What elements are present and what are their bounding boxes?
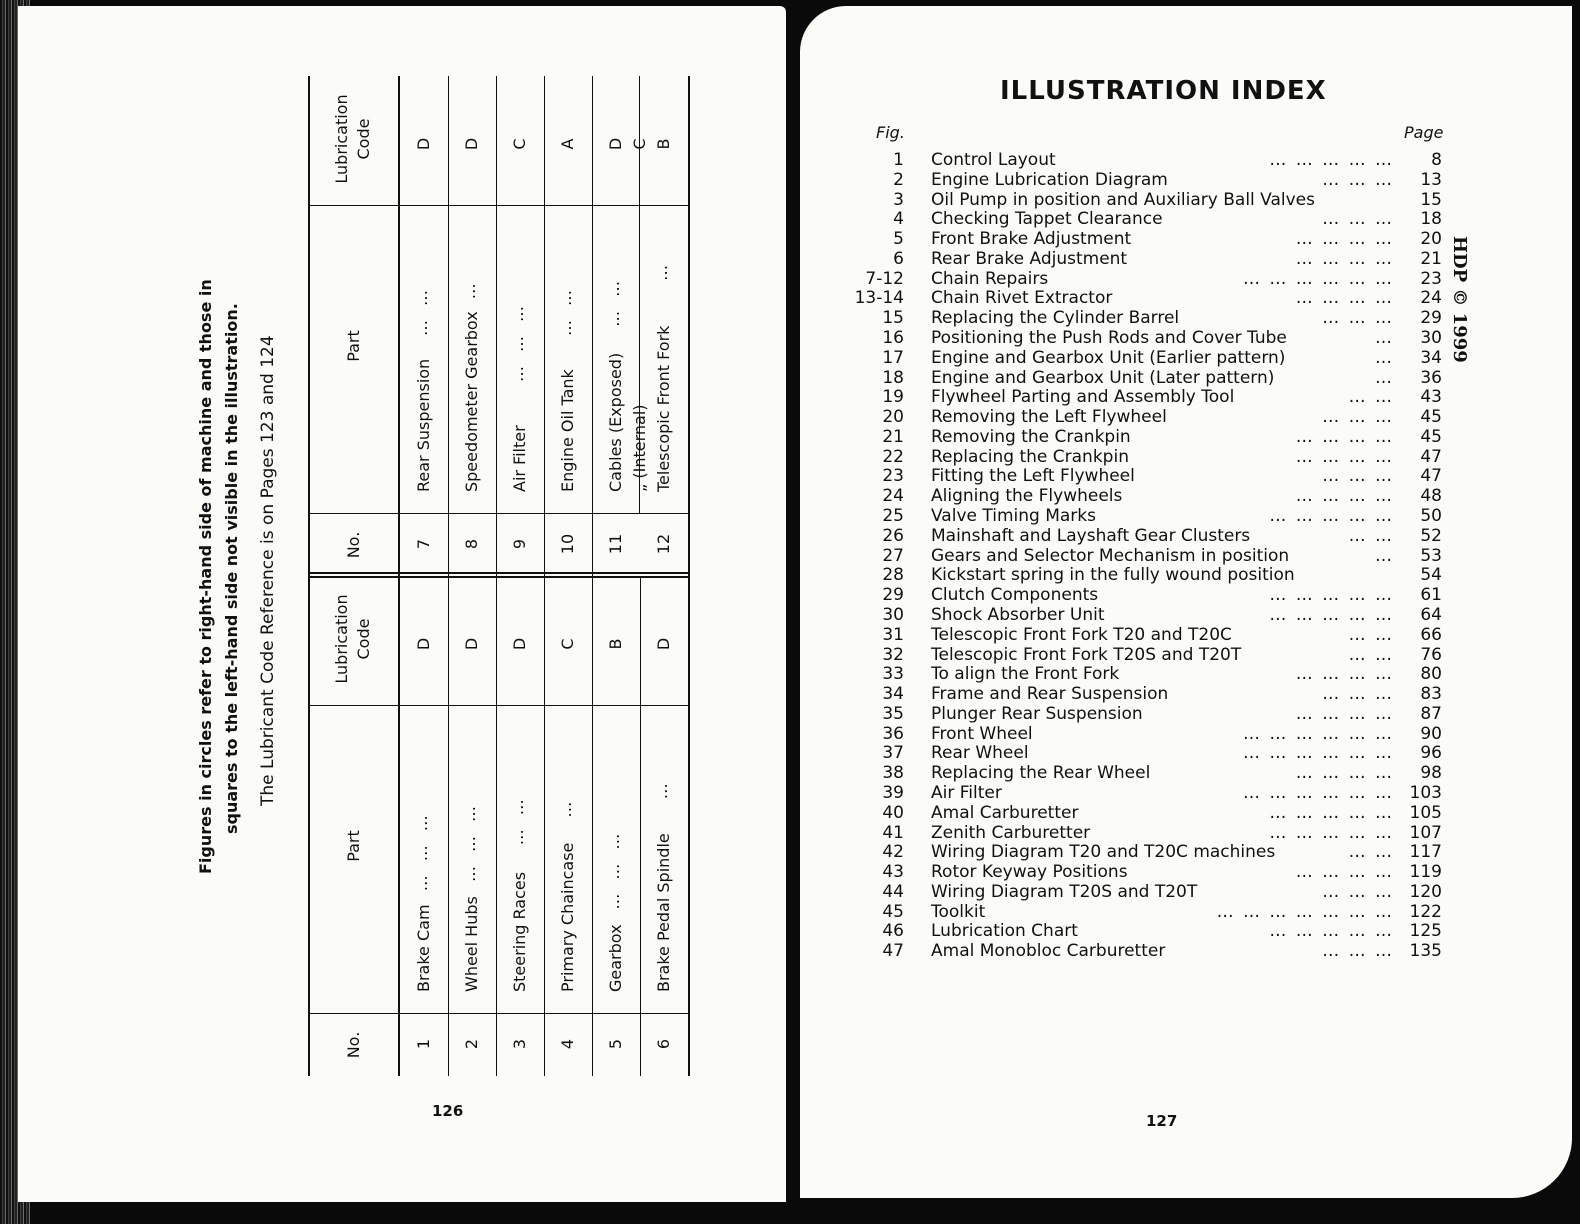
index-page-number: 61 [1420,585,1442,606]
index-title: Front Brake Adjustment [931,229,1132,250]
row-part: Primary Chaincase [558,842,577,992]
index-entry [852,209,1452,229]
index-fig-number: 32 [882,644,904,665]
leader-dots: … [1375,328,1394,349]
column-rule [308,705,688,706]
header-lubrication-code: Code [354,618,373,660]
leader-dots: …… [508,785,527,846]
row-rule [544,76,545,576]
leader-dots: … … … … [1295,248,1394,269]
fig-column-header: Fig. [876,123,905,142]
leader-dots: … [1375,347,1394,368]
index-entry [852,743,1452,763]
index-page-number: 96 [1420,743,1442,764]
left-page [18,6,786,1202]
header-no: No. [344,531,363,559]
row-number: 12 [654,533,673,555]
index-fig-number: 21 [882,426,904,447]
index-page-number: 8 [1431,150,1442,170]
leader-dots: … … … … … … … [1216,901,1394,922]
index-page-number: 15 [1420,189,1442,210]
index-title: Rear Brake Adjustment [931,248,1128,269]
row-code: D [462,637,481,651]
table-bottom-rule [688,76,690,1076]
row-rule [448,576,449,1076]
index-page-number: 107 [1409,822,1442,843]
index-entry [852,862,1452,882]
index-entry [852,427,1452,447]
leader-dots: … … … … … [1269,506,1394,527]
index-fig-number: 5 [893,229,904,250]
header-part: Part [344,830,363,862]
column-rule [308,513,688,514]
row-number: 8 [462,538,481,550]
index-page-number: 47 [1420,446,1442,467]
index-page-number: 125 [1409,921,1442,942]
index-page-number: 64 [1420,604,1442,625]
index-entry [852,486,1452,506]
index-entry [852,328,1452,348]
leader-dots: … … … … … [1269,585,1394,606]
index-page-number: 117 [1409,842,1442,863]
index-entry [852,150,1452,170]
leader-dots: … … … … … [1269,921,1394,942]
index-page-number: 103 [1409,782,1442,803]
leader-dots: … … … [1322,169,1394,190]
leader-dots: … … … … [1295,763,1394,784]
index-entry [852,387,1452,407]
index-page-number: 20 [1420,229,1442,250]
index-title: Engine and Gearbox Unit (Later pattern) [931,367,1275,388]
row-part: Speedometer Gearbox [462,311,481,492]
row-part: Steering Races [510,871,529,992]
leader-dots: … … … [1322,941,1394,962]
index-fig-number: 25 [882,506,904,527]
leader-dots: … … … [1322,881,1394,902]
index-entry [852,823,1452,843]
header-part: Part [344,330,363,362]
page-title: ILLUSTRATION INDEX [1000,76,1327,106]
index-title: Valve Timing Marks [931,506,1096,527]
index-title: Amal Monobloc Carburetter [931,941,1166,962]
index-title: Mainshaft and Layshaft Gear Clusters [931,525,1251,546]
index-fig-number: 3 [893,189,904,210]
row-part: Rear Suspension [414,358,433,492]
index-page-number: 34 [1420,347,1442,368]
index-title: Telescopic Front Fork T20 and T20C [931,624,1232,645]
index-title: Zenith Carburetter [931,822,1091,843]
row-part: Engine Oil Tank [558,369,577,492]
index-entry [852,763,1452,783]
index-fig-number: 36 [882,723,904,744]
leader-dots: … … … … … [1269,802,1394,823]
index-page-number: 119 [1409,862,1442,883]
lubricant-reference-note: The Lubricant Code Reference is on Pages 123 and 124 [258,335,278,806]
leader-dots: … … … … [1295,426,1394,447]
index-fig-number: 27 [882,545,904,566]
index-title: Kickstart spring in the fully wound position [931,565,1295,586]
leader-dots: … … … … … … [1242,782,1394,803]
index-page-number: 80 [1420,664,1442,685]
row-rule [448,76,449,576]
index-title: Shock Absorber Unit [931,604,1105,625]
index-title: Plunger Rear Suspension [931,703,1143,724]
leader-dots: … … … … … [1269,150,1394,170]
index-fig-number: 4 [893,209,904,230]
index-page-number: 45 [1420,407,1442,428]
index-page-number: 105 [1409,802,1442,823]
index-fig-number: 45 [882,901,904,922]
leader-dots: …… [556,276,575,336]
index-fig-number: 18 [882,367,904,388]
column-rule [308,1013,688,1014]
index-title: To align the Front Fork [931,664,1120,685]
row-number: 3 [510,1038,529,1050]
leader-dots: … … … [1322,684,1394,705]
index-fig-number: 44 [882,881,904,902]
lubrication-table [308,76,692,1076]
index-entry [852,190,1452,210]
index-page-number: 36 [1420,367,1442,388]
row-code: B [654,138,673,150]
index-page-number: 13 [1420,169,1442,190]
index-entry [852,229,1452,249]
index-title: Wiring Diagram T20S and T20T [931,881,1198,902]
index-entry [852,882,1452,902]
header-lubrication-code: Lubrication [332,94,351,184]
index-page-number: 98 [1420,763,1442,784]
intro-line-2: squares to the left-hand side not visible in the illustration. [222,303,241,834]
row-part: Brake Cam [414,904,433,992]
index-fig-number: 38 [882,763,904,784]
leader-dots: … [556,787,575,818]
leader-dots: … … … … [1295,664,1394,685]
index-page-number: 53 [1420,545,1442,566]
row-code: D [510,637,529,651]
row-part: Air Filter [510,425,529,492]
index-entry [852,585,1452,605]
index-title: Fitting the Left Flywheel [931,466,1135,487]
index-title: Clutch Components [931,585,1099,606]
index-entry [852,803,1452,823]
row-rule [496,576,497,1076]
index-fig-number: 30 [882,604,904,625]
row-part: „ (Internal) [630,404,649,492]
index-entry [852,941,1452,961]
row-part: Cables (Exposed) [606,352,625,492]
row-rule [592,576,593,1076]
header-lubrication-code: Lubrication [332,594,351,684]
index-page-number: 21 [1420,248,1442,269]
leader-dots: … … … … … [1269,822,1394,843]
index-entry [852,664,1452,684]
leader-dots: … … … … [1295,703,1394,724]
index-fig-number: 1 [893,150,904,170]
index-page-number: 43 [1420,387,1442,408]
index-page-number: 23 [1420,268,1442,289]
index-fig-number: 23 [882,466,904,487]
leader-dots: … [1375,545,1394,566]
index-entry [852,902,1452,922]
index-entry [852,447,1452,467]
index-entry [852,407,1452,427]
leader-dots: ……… [412,801,431,892]
index-fig-number: 17 [882,347,904,368]
index-fig-number: 15 [882,308,904,329]
row-code: C [630,138,649,150]
row-code: C [510,138,529,150]
index-fig-number: 31 [882,624,904,645]
leader-dots: … … … [1322,308,1394,329]
leader-dots: … [1375,367,1394,388]
row-rule [640,576,641,1076]
index-page-number: 52 [1420,525,1442,546]
header-lubrication-code: Code [354,118,373,160]
row-rule [592,76,593,576]
leader-dots: … … … … [1295,446,1394,467]
index-title: Replacing the Rear Wheel [931,763,1151,784]
leader-dots: … … [1348,644,1394,665]
index-fig-number: 28 [882,565,904,586]
index-title: Positioning the Push Rods and Cover Tube [931,328,1287,349]
index-fig-number: 37 [882,743,904,764]
leader-dots: … [460,269,479,300]
row-number: 10 [558,533,577,555]
leader-dots: … … [1348,842,1394,863]
index-fig-number: 35 [882,703,904,724]
index-title: Lubrication Chart [931,921,1078,942]
index-page-number: 66 [1420,624,1442,645]
rotated-content [128,76,768,1176]
right-page [800,6,1572,1198]
index-page-number: 29 [1420,308,1442,329]
row-part: Brake Pedal Spindle [654,833,673,992]
row-code: D [414,637,433,651]
index-entry [852,368,1452,388]
leader-dots: … … … … … … [1242,723,1394,744]
row-code: D [606,137,625,151]
copyright-notice: HDP © 1999 [1449,236,1470,363]
index-title: Toolkit [931,901,986,922]
index-title: Checking Tappet Clearance [931,209,1163,230]
leader-dots: … … … [1322,466,1394,487]
index-entry [852,249,1452,269]
leader-dots: … … [1348,624,1394,645]
index-entry [852,506,1452,526]
index-fig-number: 39 [882,782,904,803]
row-number: 1 [414,1038,433,1050]
row-rule [544,576,545,1076]
column-rule [308,205,688,206]
index-entry [852,645,1452,665]
index-fig-number: 2 [893,169,904,190]
index-fig-number: 40 [882,802,904,823]
intro-line-1: Figures in circles refer to right-hand side of machine and those in [196,279,215,874]
index-page-number: 45 [1420,426,1442,447]
page-number: 127 [1146,1112,1178,1130]
index-title: Replacing the Crankpin [931,446,1129,467]
index-fig-number: 24 [882,486,904,507]
leader-dots: ……… [508,292,527,382]
page-number: 126 [432,1102,464,1120]
row-rule [496,76,497,576]
index-title: Chain Rivet Extractor [931,288,1113,309]
index-title: Rotor Keyway Positions [931,862,1128,883]
index-page-number: 54 [1420,565,1442,586]
leader-dots: … … … … [1295,862,1394,883]
index-page-number: 120 [1409,881,1442,902]
index-title: Chain Repairs [931,268,1049,289]
header-no: No. [344,1031,363,1059]
row-part: Telescopic Front Fork [654,325,673,492]
index-title: Rear Wheel [931,743,1029,764]
index-page-number: 30 [1420,328,1442,349]
leader-dots: … … … … [1295,288,1394,309]
index-fig-number: 43 [882,862,904,883]
index-title: Control Layout [931,150,1056,170]
leader-dots: ……… [460,792,479,882]
row-code: D [654,637,673,651]
row-code: B [606,638,625,650]
index-page-number: 47 [1420,466,1442,487]
index-entry [852,921,1452,941]
index-entry [852,170,1452,190]
index-entry [852,546,1452,566]
index-title: Front Wheel [931,723,1033,744]
index-fig-number: 6 [893,248,904,269]
index-fig-number: 22 [882,446,904,467]
index-entry [852,783,1452,803]
leader-dots: ……… [604,819,623,910]
index-title: Flywheel Parting and Assembly Tool [931,387,1235,408]
index-entry [852,565,1452,585]
row-code: A [558,138,577,150]
row-number: 9 [510,538,529,550]
index-page-number: 90 [1420,723,1442,744]
index-entry [852,288,1452,308]
index-title: Engine Lubrication Diagram [931,169,1168,190]
leader-dots: … [652,769,671,800]
index-entry [852,625,1452,645]
row-part: Wheel Hubs [462,896,481,992]
index-entry [852,269,1452,289]
index-entry [852,704,1452,724]
index-fig-number: 34 [882,684,904,705]
leader-dots: … … [1348,525,1394,546]
row-number: 7 [414,538,433,550]
index-page-number: 24 [1420,288,1442,309]
row-part: Gearbox [606,924,625,992]
leader-dots: … … … … [1295,229,1394,250]
row-code: C [558,638,577,650]
index-entry [852,605,1452,625]
row-number: 11 [606,533,625,555]
leader-dots: … … … [1322,209,1394,230]
row-number: 4 [558,1038,577,1050]
row-code: D [414,137,433,151]
row-number: 2 [462,1038,481,1050]
index-fig-number: 7-12 [865,268,904,289]
index-title: Amal Carburetter [931,802,1079,823]
leader-dots: …… [604,266,623,327]
row-number: 5 [606,1038,625,1050]
index-fig-number: 33 [882,664,904,685]
leader-dots: … … … [1322,407,1394,428]
leader-dots: … … … … … … [1242,743,1394,764]
index-fig-number: 42 [882,842,904,863]
index-fig-number: 20 [882,407,904,428]
index-page-number: 122 [1409,901,1442,922]
index-entry [852,348,1452,368]
index-title: Air Filter [931,782,1002,803]
index-page-number: 135 [1409,941,1442,962]
index-title: Aligning the Flywheels [931,486,1123,507]
index-entry [852,842,1452,862]
index-fig-number: 47 [882,941,904,962]
table-mid-rule [308,572,688,574]
index-title: Engine and Gearbox Unit (Earlier pattern) [931,347,1286,368]
index-fig-number: 19 [882,387,904,408]
index-title: Telescopic Front Fork T20S and T20T [931,644,1242,665]
index-title: Removing the Crankpin [931,426,1131,447]
index-title: Frame and Rear Suspension [931,684,1169,705]
leader-dots: … [652,250,671,281]
index-page-number: 83 [1420,684,1442,705]
leader-dots: … … … … … … [1242,268,1394,289]
index-title: Gears and Selector Mechanism in position [931,545,1290,566]
row-code: D [462,137,481,151]
index-entry [852,308,1452,328]
index-title: Replacing the Cylinder Barrel [931,308,1180,329]
index-entry [852,466,1452,486]
leader-dots: … … … … … [1269,604,1394,625]
leader-dots: …… [412,276,431,336]
page-column-header: Page [1404,123,1444,142]
leader-dots: … … … … [1295,486,1394,507]
index-fig-number: 16 [882,328,904,349]
index-page-number: 48 [1420,486,1442,507]
leader-dots: … … [1348,387,1394,408]
row-number: 6 [654,1038,673,1050]
index-page-number: 50 [1420,506,1442,527]
index-fig-number: 29 [882,585,904,606]
index-page-number: 87 [1420,703,1442,724]
index-page-number: 76 [1420,644,1442,665]
index-entry [852,684,1452,704]
index-fig-number: 13-14 [854,288,904,309]
index-title: Removing the Left Flywheel [931,407,1167,428]
index-entry [852,526,1452,546]
index-fig-number: 41 [882,822,904,843]
index-title: Wiring Diagram T20 and T20C machines [931,842,1276,863]
index-title: Oil Pump in position and Auxiliary Ball Valves [931,189,1316,210]
index-page-number: 18 [1420,209,1442,230]
index-entry [852,724,1452,744]
index-fig-number: 46 [882,921,904,942]
table-mid-rule [308,576,688,578]
index-fig-number: 26 [882,525,904,546]
